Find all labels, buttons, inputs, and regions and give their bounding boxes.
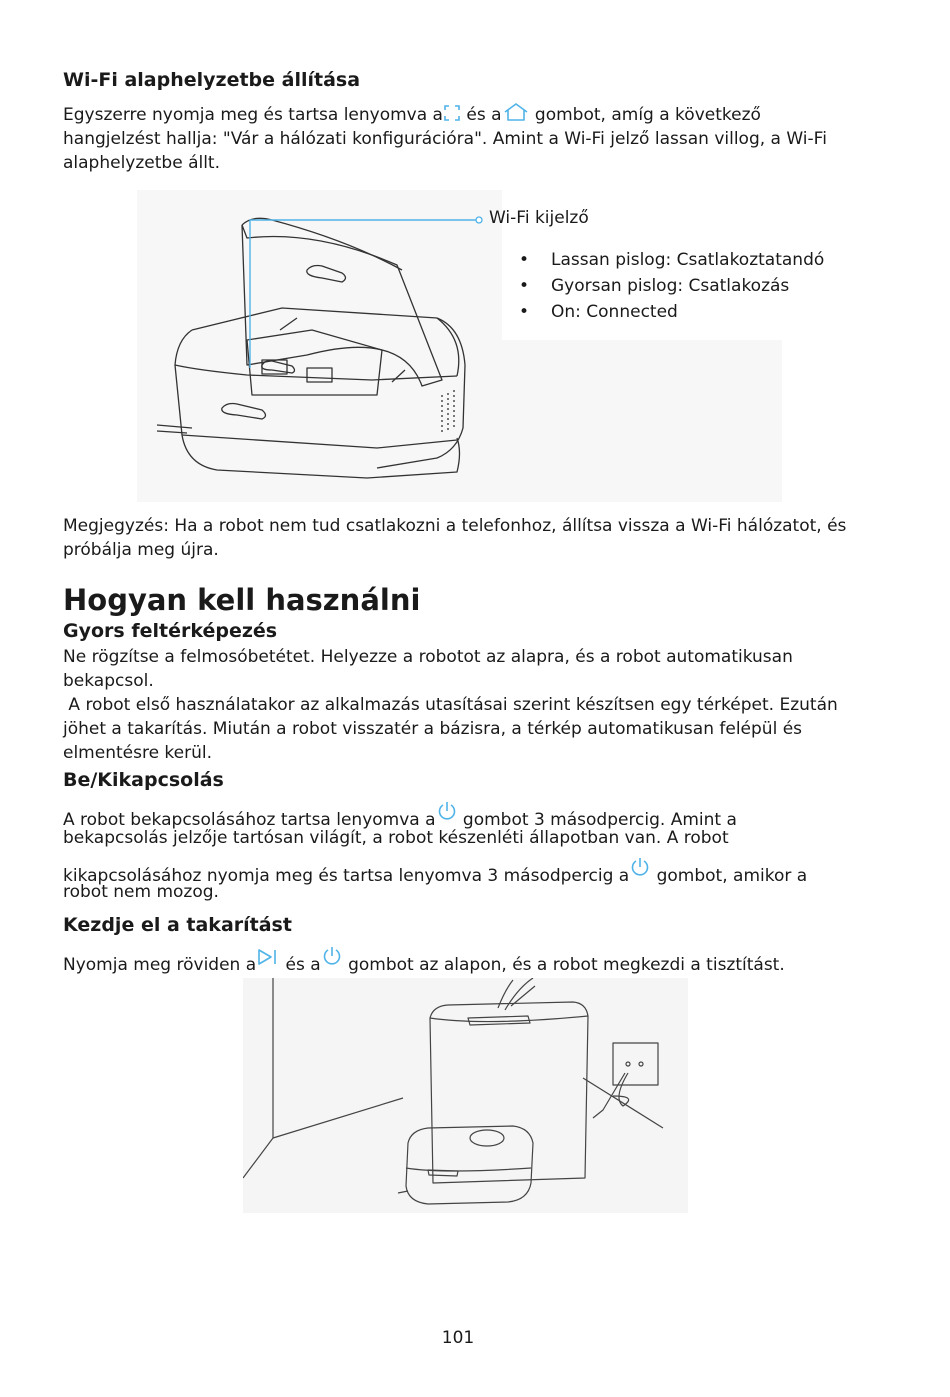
page-title-how-to-use: Hogyan kell használni (63, 583, 421, 617)
quick-map-paragraph-1: Ne rögzítse a felmosóbetétet. Helyezze a robotot az alapra, és a robot automatikusan bekapcsol. (63, 647, 793, 691)
wifi-reset-text-c: gombot, amíg a következő hangjelzést hallja: "Vár a hálózati konfigurációra". Amint a Wi-Fi jelző lassan villog, a Wi-Fi alaphelyzetbe állt. (63, 105, 827, 173)
status-item-fast-blink: • Gyorsan pislog: Csatlakozás (519, 273, 859, 299)
power-paragraph (63, 800, 883, 904)
section-heading-power: Be/Kikapcsolás (63, 769, 224, 791)
dock-wifi-illustration (137, 190, 782, 502)
status-item-slow-blink: • Lassan pislog: Csatlakoztatandó (519, 247, 859, 273)
wifi-reset-paragraph (63, 102, 863, 175)
wifi-indicator-callout-label: Wi-Fi kijelző (489, 208, 589, 228)
start-clean-paragraph: Nyomja meg röviden a és a gombot az alapon, és a robot megkezdi a tisztítást. (63, 945, 883, 977)
home-icon (502, 102, 530, 122)
power-line-4: robot nem mozog. (63, 882, 219, 902)
wifi-status-list (519, 247, 859, 325)
dock-corners-icon (443, 104, 461, 122)
power-line-1: A robot bekapcsolásához tartsa lenyomva a gombot 3 másodpercig. Amint a (63, 800, 883, 826)
section-heading-start-clean: Kezdje el a takarítást (63, 914, 292, 936)
play-pause-icon (256, 947, 280, 967)
wifi-reset-note: Megjegyzés: Ha a robot nem tud csatlakozni a telefonhoz, állítsa vissza a Wi-Fi hálózatot, és próbálja meg újra. (63, 516, 847, 560)
quick-map-paragraph-2: A robot első használatakor az alkalmazás utasításai szerint készítsen egy térképet. Ezután jöhet a takarítás. Miután a robot visszatér a bázisra, a térkép automatikusan felépül és elmentésre kerül. (63, 695, 844, 763)
power-icon (629, 856, 651, 878)
wifi-reset-text-b: és a (460, 105, 502, 125)
status-item-on: • On: Connected (519, 299, 859, 325)
power-icon (321, 945, 343, 967)
wifi-reset-text-a: Egyszerre nyomja meg és tartsa lenyomva a (63, 105, 443, 125)
power-line-2: bekapcsolás jelzője tartósan világít, a robot készenléti állapotban van. A robot (63, 828, 729, 848)
base-station-illustration (243, 978, 688, 1213)
power-line-3: kikapcsolásához nyomja meg és tartsa lenyomva 3 másodpercig a gombot, amikor a (63, 856, 883, 880)
base-station-drawing (243, 978, 688, 1213)
page-number: 101 (441, 1328, 475, 1348)
dock-drawing (137, 190, 782, 502)
section-heading-quick-map: Gyors feltérképezés (63, 620, 278, 642)
section-heading-wifi-reset: Wi-Fi alaphelyzetbe állítása (63, 69, 361, 91)
power-icon (436, 800, 458, 822)
